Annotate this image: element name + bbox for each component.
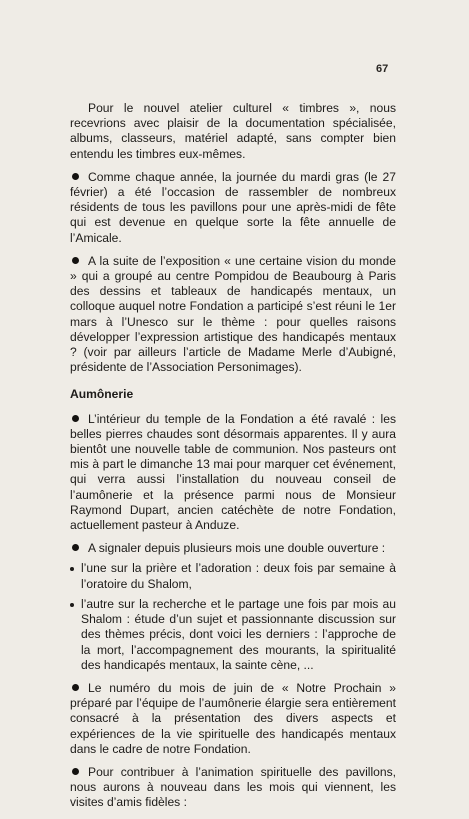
closing-paragraphs [70,681,396,811]
bullet-dot-icon [72,173,79,180]
paragraph-text: A signaler depuis plusieurs mois une double ouverture : [88,541,386,556]
paragraph [70,765,396,811]
paragraph-text: Pour contribuer à l’animation spirituelle des pavillons, nous aurons à nouveau dans les mois qui viennent, les visites d’amis fidèles : [70,764,396,810]
paragraph-text: Comme chaque année, la journée du mardi gras (le 27 février) a été l’occasion de rassembler de nombreux résidents de tous les pavillons pour une après-midi de fête qui est devenue en quelque sorte la fête annuelle de l’Amicale. [70,169,396,245]
list-bullet-icon [70,603,74,607]
opening-list [70,561,396,672]
paragraph-text: Pour le nouvel atelier culturel « timbres », nous recevrions avec plaisir de la documentation spécialisée, albums, classeurs, matériel adapté, sans compter bien entendu les timbres eux-mêmes. [70,101,396,161]
paragraph-text: Le numéro du mois de juin de « Notre Prochain » préparé par l’équipe de l’aumônerie élargie sera entièrement consacré à la présentation des divers aspects et expériences de la vie spirituelle des handicapés mentaux dans le cadre de notre Fondation. [70,680,396,756]
section-paragraphs [70,412,396,557]
page-body [70,101,396,819]
section-heading: Aumônerie [70,387,134,402]
intro-paragraphs [70,101,396,375]
list-item-text: l’une sur la prière et l’adoration : deux fois par semaine à l’oratoire du Shalom, [81,561,396,591]
paragraph [70,254,396,376]
paragraph [70,170,396,246]
list-bullet-icon [70,567,74,571]
bullet-dot-icon [72,415,79,422]
bullet-dot-icon [72,257,79,264]
list-item [70,561,396,591]
paragraph [70,412,396,534]
paragraph [70,101,396,162]
bullet-dot-icon [72,684,79,691]
paragraph [70,541,396,556]
bullet-dot-icon [72,544,79,551]
page-number: 67 [376,63,389,75]
paragraph [70,681,396,757]
paragraph-text: A la suite de l’exposition « une certaine vision du monde » qui a groupé au centre Pompidou de Beaubourg à Paris des dessins et tableaux de handicapés mentaux, un colloque auquel notre Fondation a participé s’est réuni le 1er mars à l’Unesco sur le thème : pour quelles raisons développer l’expression artistique des handicapés mentaux ? (voir par ailleurs l’article de Madame Merle d’Aubigné, présidente de l’Association Personimages). [70,253,396,375]
list-item-text: l’autre sur la recherche et le partage une fois par mois au Shalom : étude d’un sujet et passionnante discussion sur des thèmes précis, dont voici les derniers : l’approche de la mort, l’accompagnement des mourants, la spiritualité des handicapés mentaux, la sainte cène, ... [81,596,396,672]
bullet-dot-icon [72,768,79,775]
paragraph-text: L’intérieur du temple de la Fondation a été ravalé : les belles pierres chaudes sont désormais apparentes. Il y aura bientôt une nouvelle table de communion. Nos pasteurs ont mis à part le dimanche 13 mai pour marquer cet événement, qui verra aussi l’installation du nouveau conseil de l’aumônerie et la présence parmi nous de Monsieur Raymond Dupart, ancien catéchète de notre Fondation, actuellement pasteur à Anduze. [70,411,396,533]
list-item [70,597,396,673]
